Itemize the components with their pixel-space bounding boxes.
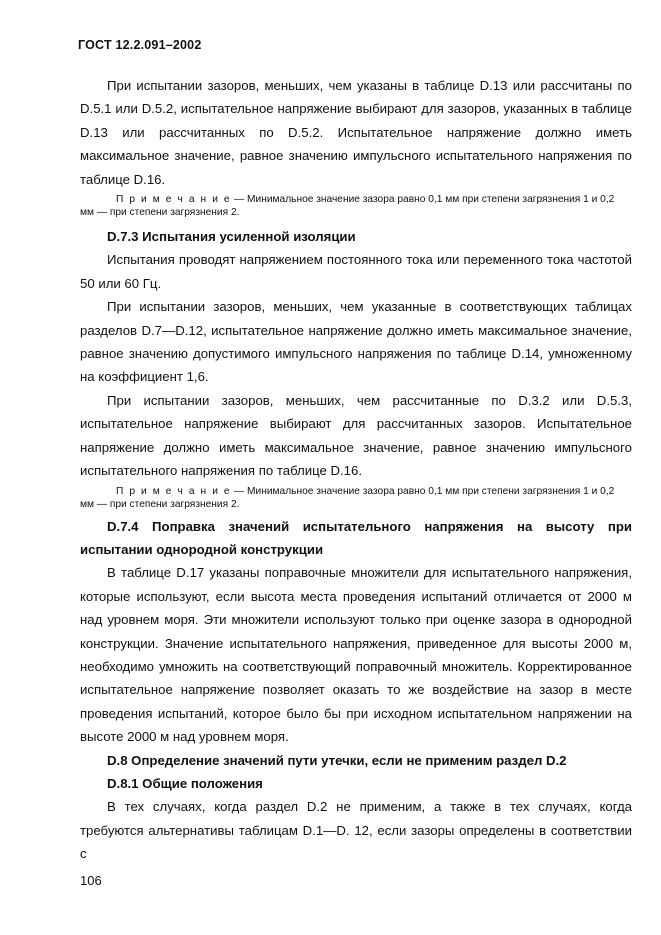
section-heading-d8: D.8 Определение значений пути утечки, если не применим раздел D.2: [107, 752, 567, 768]
section-heading-d81: D.8.1 Общие положения: [107, 775, 263, 791]
page-body: [80, 74, 632, 866]
section-heading-d74: D.7.4 Поправка значений испытательного напряжения на высоту при испытании однородной конструкции: [80, 518, 632, 557]
note-text: — Минимальное значение зазора равно 0,1 мм при степени загрязнения 1 и 0,2 мм — при степени загрязнения 2.: [80, 194, 615, 219]
note-label: П р и м е ч а н и е: [116, 485, 232, 497]
note-label: П р и м е ч а н и е: [116, 194, 232, 206]
paragraph-test-voltage-type: Испытания проводят напряжением постоянного тока или переменного тока частотой 50 или 60 Гц.: [80, 252, 632, 291]
paragraph-calculated-clearances: При испытании зазоров, меньших, чем рассчитанные по D.3.2 или D.5.3, испытательное напряжение выбирают для рассчитанных зазоров. Испытательное напряжение должно иметь максимальное значение, равное значению импульсного испытательного напряжения по таблице D.16.: [80, 392, 632, 479]
paragraph-smaller-clearances: При испытании зазоров, меньших, чем указанные в соответствующих таблицах разделов D.7—D.12, испытательное напряжение должно иметь максимальное значение, равное значению допустимого импульсного напряжения по таблице D.14, умноженному на коэффициент 1,6.: [80, 299, 632, 385]
note-text: — Минимальное значение зазора равно 0,1 мм при степени загрязнения 1 и 0,2 мм — при степени загрязнения 2.: [80, 485, 615, 510]
page-number: 106: [80, 873, 102, 888]
standard-code-header: ГОСТ 12.2.091–2002: [78, 38, 202, 52]
note-min-clearance-1: [80, 193, 632, 219]
note-min-clearance-2: [80, 485, 632, 511]
paragraph-altitude-correction: В таблице D.17 указаны поправочные множители для испытательного напряжения, которые используют, если высота места проведения испытаний отличается от 2000 м над уровнем моря. Эти множители используют только при оценке зазора в однородной конструкции. Значение испытательного напряжения, приведенное для высоты 2000 м, необходимо умножить на соответствующий поправочный множитель. Корректированное испытательное напряжение позволяет оказать то же воздействие на зазор в месте проведения испытаний, которое было бы при исходном испытательном напряжении на высоте 2000 м над уровнем моря.: [80, 565, 632, 745]
section-heading-d73: D.7.3 Испытания усиленной изоляции: [107, 229, 356, 245]
paragraph-test-clearances: При испытании зазоров, меньших, чем указаны в таблице D.13 или рассчитаны по D.5.1 или D.5.2, испытательное напряжение выбирают для зазоров, указанных в таблице D.13 или рассчитанных по D.5.2. Испытательное напряжение должно иметь максимальное значение, равное значению импульсного испытательного напряжения по таблице D.16.: [80, 78, 632, 187]
paragraph-general-provisions: В тех случаях, когда раздел D.2 не применим, а также в тех случаях, когда требуются альтернативы таблицам D.1—D. 12, если зазоры определены в соответствии с: [80, 799, 632, 862]
